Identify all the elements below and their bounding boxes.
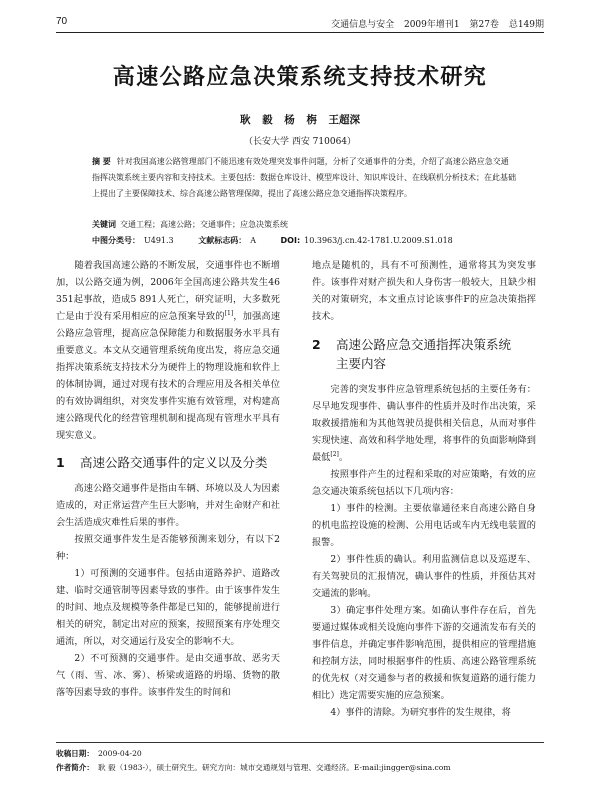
- intro-paragraph: 随着我国高速公路的不断发展，交通事件也不断增加，以公路交通为例，2006年全国高速公路共发生46 351起事故，造成5 891人死亡，研究证明，大多数死亡是由于没有采用相应的应急预案导致的[1]，加强高速公路应急管理，提高应急保障能力和数据服务水平具有重要意义。本文从交通管理系统角度出发，将应急交通指挥决策系统支持技术分为硬件上的物理设施和软件上的体制协调，通过对现有技术的合理应用及各相关单位的有效协调组织，对突发事件实施有效管理，对构建高速公路现代化的经营管理机制和提高现有管理水平具有现实意义。: [56, 260, 281, 441]
- footnote: [56, 742, 544, 775]
- paper-authors: 耿 毅 杨 栴 王超深: [239, 114, 361, 126]
- classification-line: [92, 235, 516, 246]
- journal-info: [324, 17, 544, 30]
- body-paragraph: 按照事件产生的过程和采取的对应策略，有效的应急交通决策系统包括以下几项内容：: [312, 469, 536, 497]
- page-number: 70: [56, 16, 68, 27]
- section-number: 1: [56, 455, 65, 470]
- body-paragraph: 高速公路交通事件是指由车辆、环境以及人为因素造成的，对正常运营产生巨大影响，并对生命财产和社会生活造成灾难性后果的事件。: [56, 483, 280, 528]
- section-2-heading: [312, 335, 536, 373]
- clc-value: U491.3: [144, 236, 174, 245]
- section-number: 2: [312, 337, 321, 352]
- body-paragraph: 按照交通事件发生是否能够预测来划分，有以下2种：: [56, 534, 280, 562]
- doi-value: 10.3963/j.cn.42-1781.U.2009.S1.018: [304, 236, 453, 245]
- list-item: 4）事件的清除。为研究事件的发生规律，将: [330, 707, 511, 718]
- journal-total-issue: 总149期: [508, 20, 544, 30]
- abstract: [92, 154, 516, 202]
- keywords-label: 关键词: [92, 220, 116, 229]
- list-item: 1）事件的检测。主要依靠通径来自高速公路自身的机电监控设施的检测、公用电话或车内无线电装置的报警。: [312, 503, 536, 548]
- section-title: 高速公路交通事件的定义以及分类: [80, 455, 268, 470]
- keywords-text: 交通工程；高速公路；交通事件；应急决策系统: [120, 220, 288, 229]
- received-date: 收稿日期： 2009-04-20: [56, 749, 142, 758]
- journal-name: 交通信息与安全: [331, 20, 395, 30]
- body-paragraph: 完善的突发事件应急管理系统包括的主要任务有：尽早地发现事件、确认事件的性质并及时作出决策，采取救援措施和为其他驾驶员提供相关信息，从而对事件实现快速、高效和科学地处理，将事件的负面影响降到最低[2]。: [312, 384, 536, 463]
- list-item: 2）事件性质的确认。利用监测信息以及巡逻车、有关驾驶员的汇报情况，确认事件的性质，并预估其对交通流的影响。: [312, 554, 536, 599]
- list-item: 3）确定事件处理方案。如确认事件存在后，首先要通过媒体或相关设施向事件下游的交通流发布有关的事件信息，并确定事件影响范围，提供相应的管理措施和控制方法，同时根据事件的性质、高速公路管理系统的优先权（对交通参与者的救援和恢复道路的通行能力相比）选定需要实施的应急预案。: [312, 605, 536, 701]
- section-1-heading: [56, 453, 280, 472]
- running-header: [56, 14, 544, 33]
- continued-paragraph: 地点是随机的，具有不可预测性，通常将其为突发事件。该事件对财产损失和人身伤害一般较大，且缺少相关的对策研究，本文重点讨论该事件F的应急决策指挥技术。: [312, 260, 536, 322]
- doc-code-label: 文献标志码：: [198, 236, 247, 245]
- doc-code-value: A: [250, 236, 256, 245]
- right-column: [312, 257, 536, 721]
- journal-volume: 第27卷: [469, 20, 499, 30]
- keywords: [92, 219, 516, 230]
- abstract-label: 摘 要: [92, 157, 111, 166]
- author-bio: 作者简介： 耿 毅（1983-），硕士研究生。研究方向：城市交通规划与管理、交通经济。E-mail:jingger@sina.com: [56, 763, 451, 772]
- body-paragraph: 1）可预测的交通事件。包括由道路养护、道路改建、临时交通管制等因素导致的事件。由于该事件发生的时间、地点及规模等条件都是已知的，能够提前进行相关的研究，制定出对应的预案，按照预案有序处理交通流，所以，对交通运行及安全的影响不大。: [56, 568, 280, 647]
- journal-issue: 2009年增刊1: [403, 20, 460, 30]
- paper-title: 高速公路应急决策系统支持技术研究: [112, 65, 488, 90]
- body-paragraph: 2）不可预测的交通事件。是由交通事故、恶劣天气（雨、雪、冰、雾）、桥梁或道路的坍塌、货物的散落等因素导致的事件。该事件发生的时间和: [56, 653, 280, 698]
- author-affiliation: （长安大学 西安 710064）: [243, 137, 357, 147]
- left-column: [56, 257, 280, 701]
- citation-ref: [2]: [330, 450, 339, 458]
- section-title: 高速公路应急交通指挥决策系统 主要内容: [336, 337, 512, 371]
- abstract-text: 针对我国高速公路管理部门不能迅速有效处理突发事件问题，分析了交通事件的分类，介绍了高速公路应急交通指挥决策系统主要内容和支持技术。主要包括：数据仓库设计、模型库设计、知识库设计、在线联机分析技术；在此基础上提出了主要保障技术、综合高速公路管理保障，提出了高速公路应急交通指挥决策程序。: [92, 157, 516, 198]
- doi-label: DOI:: [280, 236, 301, 245]
- clc-label: 中图分类号：: [92, 236, 140, 245]
- citation-ref: [1]: [224, 309, 234, 317]
